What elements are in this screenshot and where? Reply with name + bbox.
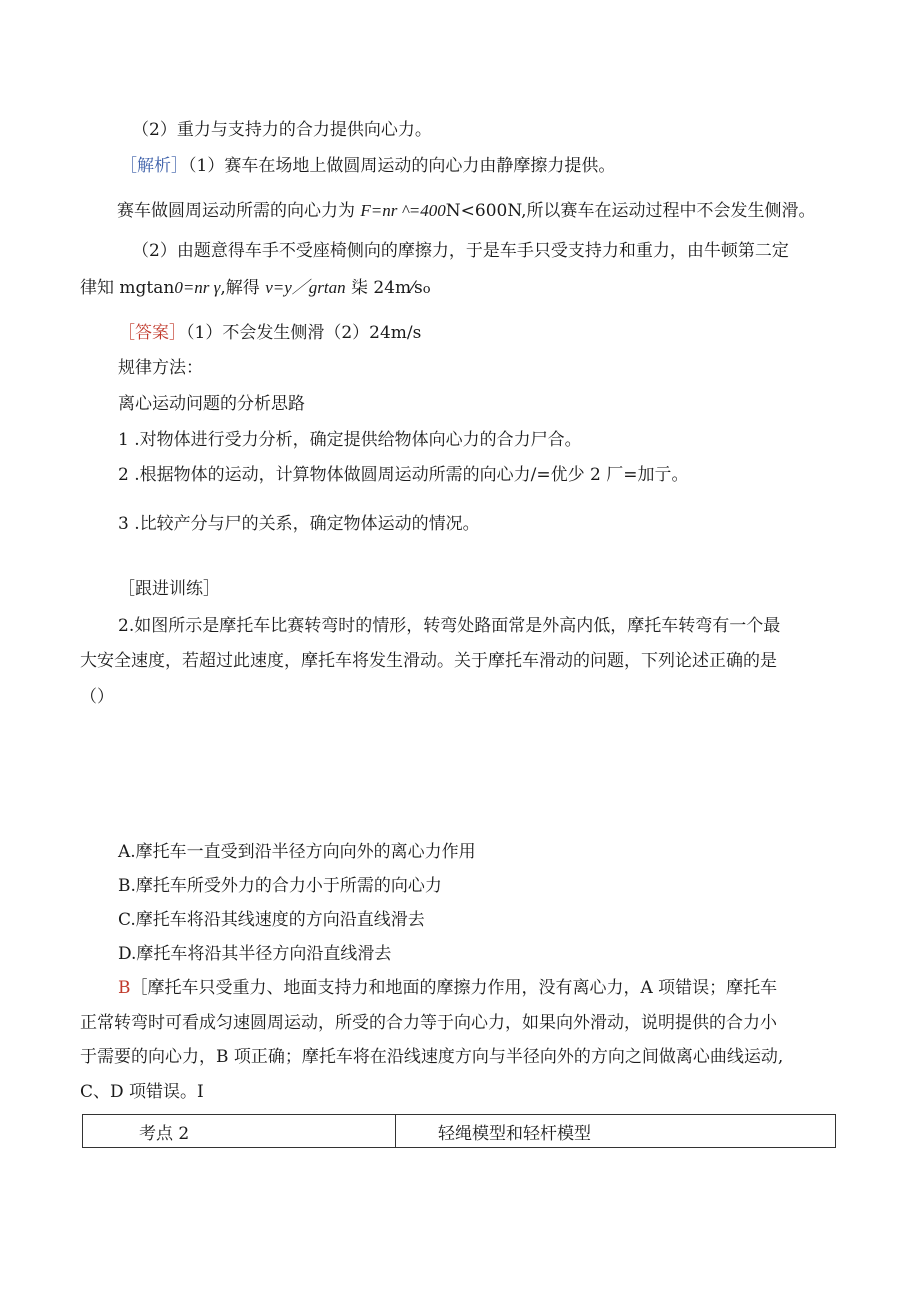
question-line: （） — [80, 687, 114, 707]
analysis-line-4-a: 律知 mgtan — [80, 278, 175, 298]
explanation-text: ［摩托车只受重力、地面支持力和地面的摩擦力作用，没有离心力，A 项错误；摩托车 — [130, 978, 778, 998]
answer-letter: B — [118, 978, 131, 998]
explanation-line: 于需要的向心力，B 项正确；摩托车将在沿线速度方向与半径向外的方向之间做离心曲线运动, — [80, 1047, 784, 1067]
formula-2: v=y／grtan — [265, 278, 346, 297]
analysis-line-3: （2）由题意得车手不受座椅侧向的摩擦力，于是车手只受支持力和重力，由牛顿第二定 — [132, 241, 789, 261]
formula-1: 0=nr γ — [174, 278, 221, 297]
method-subheading: 离心运动问题的分析思路 — [118, 394, 305, 414]
topic-label: 考点 2 — [83, 1115, 396, 1147]
option-c: C.摩托车将沿其线速度的方向沿直线滑去 — [118, 910, 425, 930]
explanation-line: C、D 项错误。I — [80, 1082, 204, 1102]
analysis-text: （1）赛车在场地上做圆周运动的向心力由静摩擦力提供。 — [188, 156, 616, 176]
analysis-tag: ［解析］ — [120, 156, 188, 176]
answer-text: （1）不会发生侧滑（2）24m/s — [186, 323, 422, 343]
topic-title: 轻绳模型和轻杆模型 — [438, 1123, 591, 1144]
answer-line — [118, 323, 421, 343]
analysis-line-1 — [120, 156, 615, 176]
explanation-line — [118, 978, 777, 998]
paragraph-gravity-support: （2）重力与支持力的合力提供向心力。 — [132, 120, 432, 140]
practice-heading: ［跟进训练］ — [118, 579, 220, 599]
analysis-line-4 — [80, 278, 431, 298]
analysis-line-2 — [117, 201, 816, 221]
analysis-line-4-b: ,解得 — [220, 278, 266, 298]
question-line: 大安全速度，若超过此速度，摩托车将发生滑动。关于摩托车滑动的问题，下列论述正确的是 — [80, 651, 777, 671]
option-d: D.摩托车将沿其半径方向沿直线滑去 — [118, 944, 392, 964]
analysis-line-2-a: 赛车做圆周运动所需的向心力为 — [117, 201, 361, 221]
method-item: 2 .根据物体的运动，计算物体做圆周运动所需的向心力/=优少 2 厂=加亍。 — [118, 465, 689, 485]
force-formula: F=nr ^=400 — [360, 201, 446, 220]
method-heading: 规律方法： — [118, 358, 203, 378]
question-line: 2.如图所示是摩托车比赛转弯时的情形，转弯处路面常是外高内低，摩托车转弯有一个最 — [118, 616, 781, 636]
analysis-line-4-c: 柒 24m⁄s — [345, 278, 423, 298]
answer-tag: ［答案］ — [118, 323, 186, 343]
option-b: B.摩托车所受外力的合力小于所需的向心力 — [118, 876, 442, 896]
option-a: A.摩托车一直受到沿半径方向向外的离心力作用 — [118, 842, 476, 862]
topic-table — [82, 1114, 836, 1148]
analysis-line-4-d: o — [422, 282, 431, 297]
explanation-line: 正常转弯时可看成匀速圆周运动，所受的合力等于向心力，如果向外滑动，说明提供的合力小 — [80, 1013, 777, 1033]
analysis-line-2-b: N<600N,所以赛车在运动过程中不会发生侧滑。 — [445, 201, 816, 221]
method-item: 1 .对物体进行受力分析，确定提供给物体向心力的合力尸合。 — [118, 430, 582, 450]
method-item: 3 .比较产分与尸的关系，确定物体运动的情况。 — [118, 514, 480, 534]
